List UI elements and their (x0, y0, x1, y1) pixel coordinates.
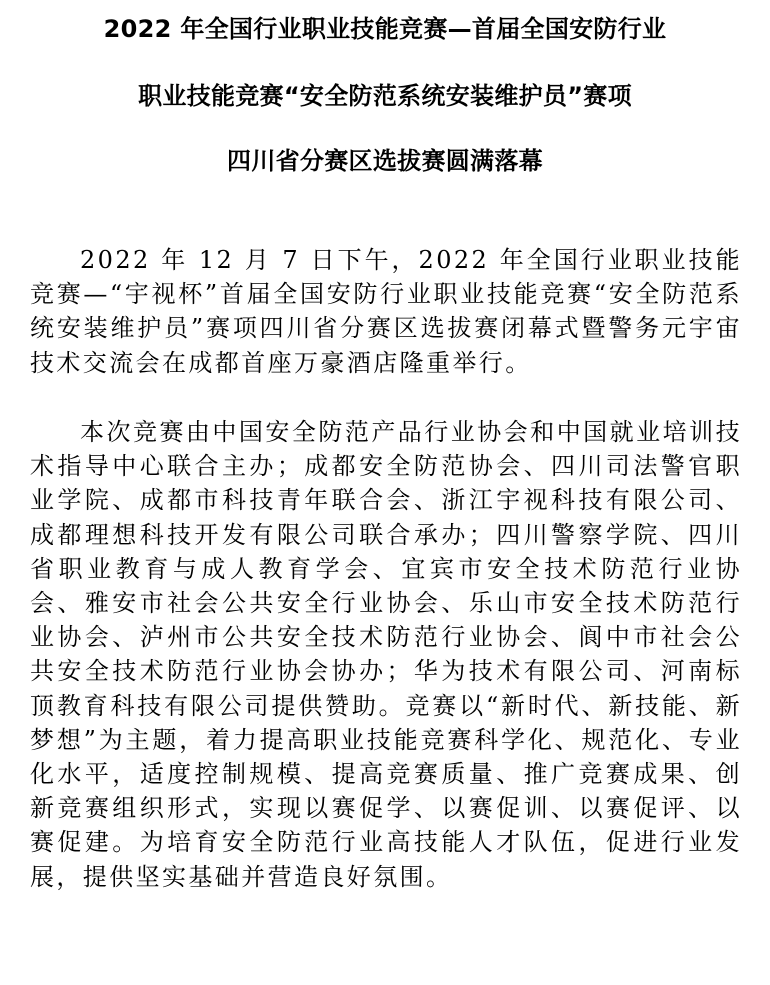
title-line-1: 2022 年全国行业职业技能竞赛—首届全国安防行业 (103, 15, 667, 43)
title-line-2: 职业技能竞赛“安全防范系统安装维护员”赛项 (138, 82, 632, 110)
title-line-3: 四川省分赛区选拔赛圆满落幕 (227, 147, 543, 175)
body-paragraph-1: 2022 年 12 月 7 日下午，2022 年全国行业职业技能竞赛—“宇视杯”首届全国安防行业职业技能竞赛“安全防范系统安装维护员”赛项四川省分赛区选拔赛闭幕式暨警务元宇宙技术交流会在成都首座万豪酒店隆重举行。 (30, 246, 742, 377)
body-paragraph-2: 本次竞赛由中国安全防范产品行业协会和中国就业培训技术指导中心联合主办；成都安全防范协会、四川司法警官职业学院、成都市科技青年联合会、浙江宇视科技有限公司、成都理想科技开发有限公司联合承办；四川警察学院、四川省职业教育与成人教育学会、宜宾市安全技术防范行业协会、雅安市社会公共安全行业协会、乐山市安全技术防范行业协会、泸州市公共安全技术防范行业协会、阆中市社会公共安全技术防范行业协会协办；华为技术有限公司、河南标顶教育科技有限公司提供赞助。竞赛以“新时代、新技能、新梦想”为主题，着力提高职业技能竞赛科学化、规范化、专业化水平，适度控制规模、提高竞赛质量、推广竞赛成果、创新竞赛组织形式，实现以赛促学、以赛促训、以赛促评、以赛促建。为培育安全防范行业高技能人才队伍，促进行业发展，提供坚实基础并营造良好氛围。 (30, 418, 742, 891)
